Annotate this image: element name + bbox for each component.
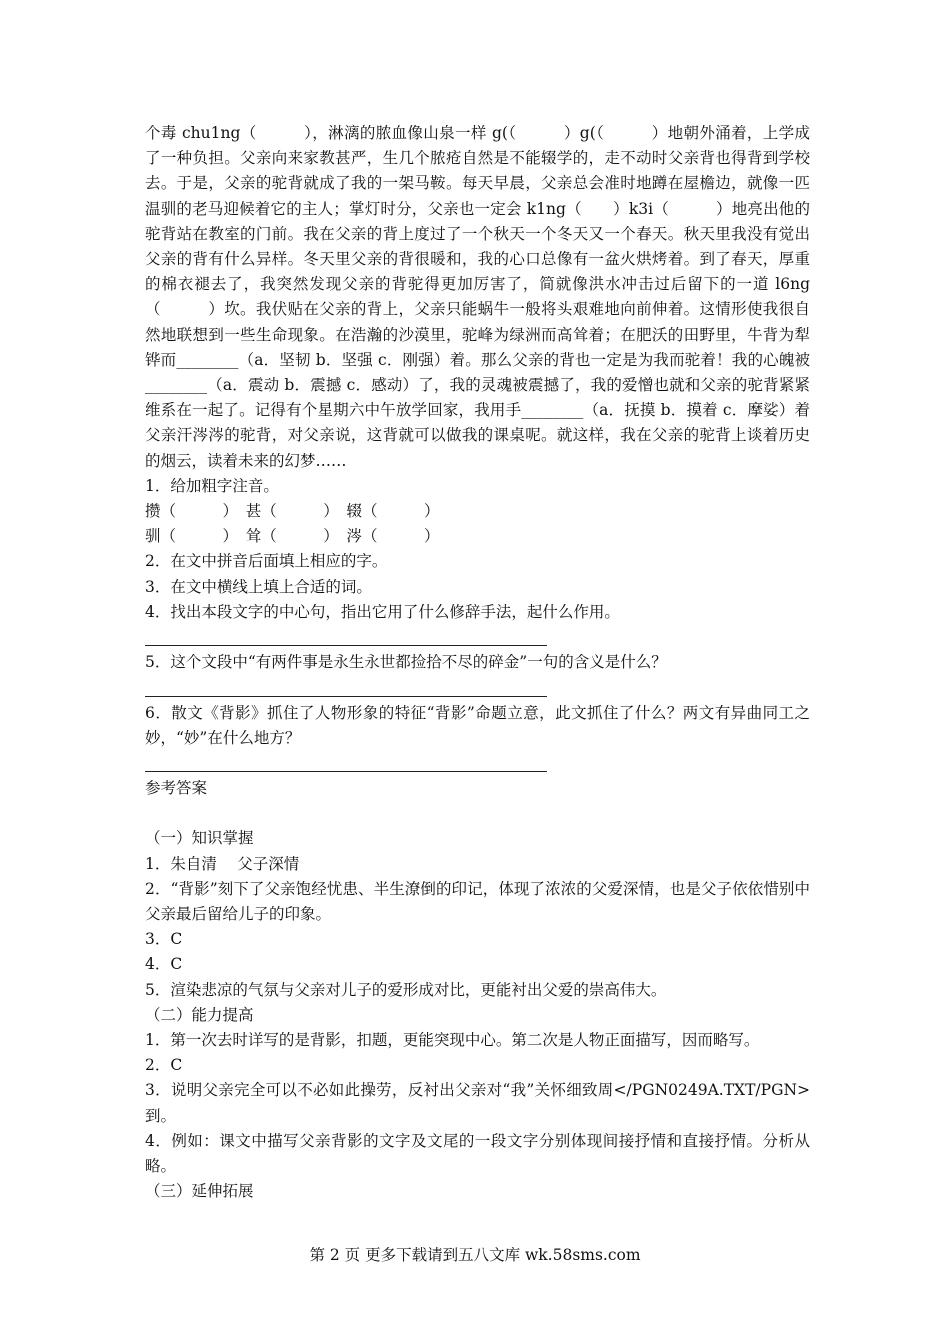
- passage-text: 个毒 chu1ng（ ），淋漓的脓血像山泉一样 g(（ ）g(（ ）地朝外涌着，上学成了一种负担。父亲向来家教甚严，生几个脓疮自然是不能辍学的，走不动时父亲背也得背到学校去。于是，父亲的驼背就成了我的一架马鞍。每天早晨，父亲总会准时地蹲在屋檐边，就像一匹温驯的老马迎候着它的主人；掌灯时分，父亲也一定会 k1ng（ ）k3i（ ）地亮出他的驼背站在教室的门前。我在父亲的背上度过了一个秋天一个冬天又一个春天。秋天里我没有觉出父亲的背有什么异样。冬天里父亲的背很暖和，我的心口总像有一盆火烘烤着。到了春天，厚重的棉衣褪去了，我突然发现父亲的背驼得更加厉害了，简就像洪水冲击过后留下的一道 l6ng（ ）坎。我伏贴在父亲的背上，父亲只能蜗牛一般将头艰难地向前伸着。这情形使我很自然地联想到一些生命现象。在浩瀚的沙漠里，驼峰为绿洲而高耸着；在肥沃的田野里，牛背为犁铧而________（a．坚韧 b．坚强 c．刚强）着。那么父亲的背也一定是为我而驼着！我的心魄被________（a．震动 b．震撼 c．感动）了，我的灵魂被震撼了，我的爱憎也就和父亲的驼背紧紧维系在一起了。记得有个星期六中午放学回家，我用手________（a．抚摸 b．摸着 c．摩娑）着父亲汗涔涔的驼背，对父亲说，这背就可以做我的课桌呢。就这样，我在父亲的驼背上谈着历史的烟云，读着未来的幻梦……: [145, 124, 810, 470]
- spacer: [145, 801, 810, 826]
- question-1-row-1: 攒（ ） 甚（ ） 辍（ ）: [145, 502, 440, 521]
- answers-section-3: （三）延伸拓展: [145, 1182, 254, 1201]
- answer-2-2: 2．C: [145, 1056, 183, 1075]
- page-footer: 第 2 页 更多下载请到五八文库 wk.58sms.com: [309, 1246, 641, 1264]
- answer-1-1: 1．朱自清 父子深情: [145, 854, 300, 873]
- answers-section-1: （一）知识掌握: [145, 829, 254, 848]
- answer-2-1: 1．第一次去时详写的是背影，扣题，更能突现中心。第二次是人物正面描写，因而略写。: [145, 1031, 760, 1050]
- answer-1-3: 3．C: [145, 930, 183, 949]
- question-2: 2．在文中拼音后面填上相应的字。: [145, 552, 388, 571]
- document-page: [145, 121, 810, 1204]
- answers-heading: 参考答案: [145, 779, 208, 798]
- question-5: 5．这个文段中“有两件事是永生永世都捡拾不尽的碎金”一句的含义是什么？: [145, 653, 667, 672]
- answer-1-4: 4．C: [145, 955, 183, 974]
- answer-2-3: 3．说明父亲完全可以不必如此操劳，反衬出父亲对“我”关怀细致周</PGN0249A.TXT/PGN>到。: [145, 1081, 810, 1125]
- question-4: 4．找出本段文字的中心句，指出它用了什么修辞手法，起什么作用。: [145, 602, 620, 621]
- question-3: 3．在文中横线上填上合适的词。: [145, 577, 372, 596]
- answer-1-2: 2．“背影”刻下了父亲饱经忧患、半生潦倒的印记，体现了浓浓的父爱深情，也是父子依依惜别中父亲最后留给儿子的印象。: [145, 879, 810, 924]
- answer-line-5: [145, 675, 810, 700]
- answer-line-4: [145, 625, 810, 650]
- question-1-row-2: 驯（ ） 耸（ ） 涔（ ）: [145, 527, 440, 546]
- question-1: 1．给加粗字注音。: [145, 476, 279, 495]
- answer-1-5: 5．渲染悲凉的气氛与父亲对儿子的爱形成对比，更能衬出父爱的崇高伟大。: [145, 980, 667, 999]
- answer-2-4: 4．例如：课文中描写父亲背影的文字及文尾的一段文字分别体现间接抒情和直接抒情。分析从略。: [145, 1131, 810, 1176]
- answer-line-6: [145, 751, 810, 776]
- question-6: 6．散文《背影》抓住了人物形象的特征“背影”命题立意，此文抓住了什么？两文有异曲同工之妙，“妙”在什么地方？: [145, 703, 810, 747]
- answers-section-2: （二）能力提高: [145, 1005, 254, 1024]
